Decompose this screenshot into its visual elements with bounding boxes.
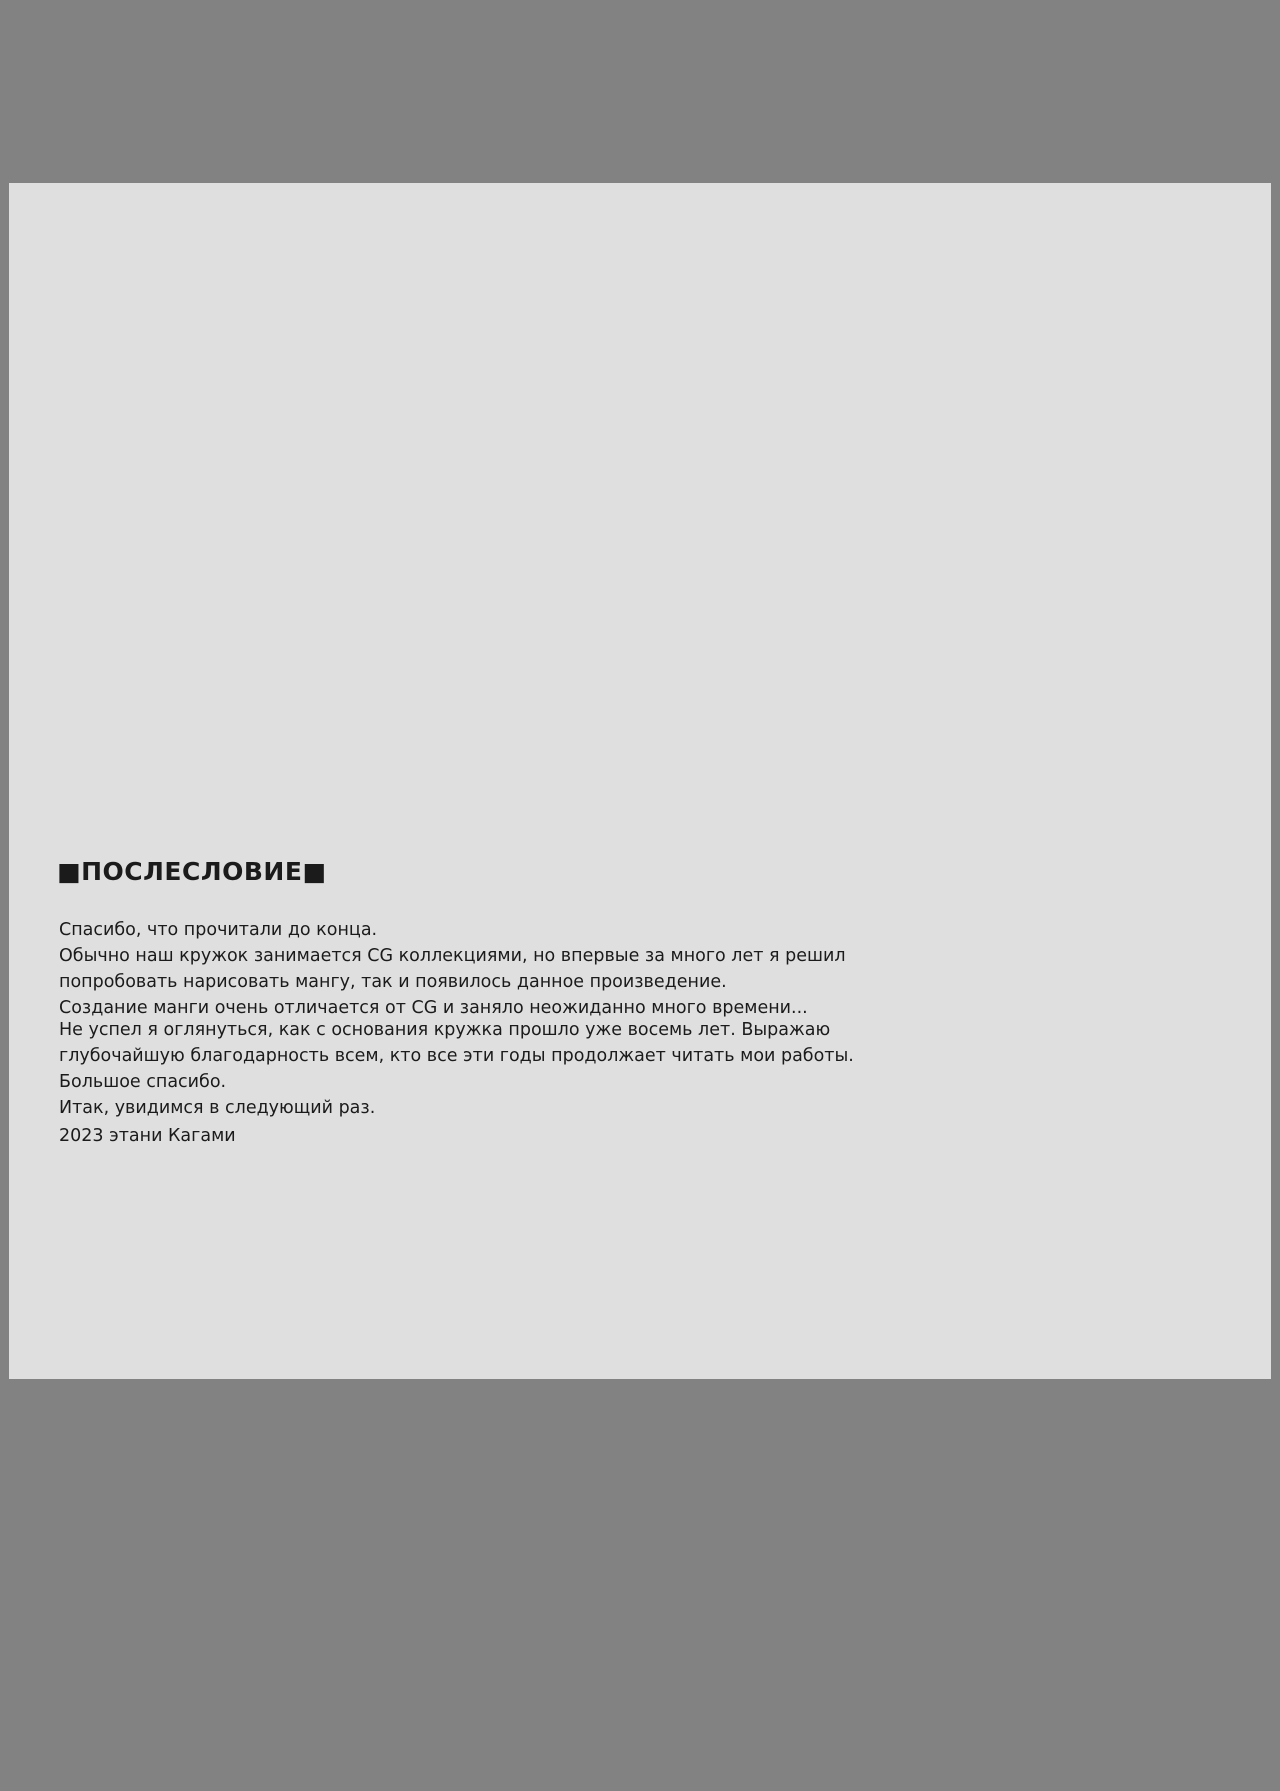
afterword-line: глубочайшую благодарность всем, кто все эти годы продолжает читать мои работы. — [59, 1046, 854, 1066]
afterword-line: Большое спасибо. — [59, 1072, 227, 1092]
bottom-margin-band — [0, 1379, 1280, 1791]
afterword-line: Создание манги очень отличается от CG и заняло неожиданно много времени... — [59, 998, 808, 1018]
afterword-line: Спасибо, что прочитали до конца. — [59, 920, 378, 940]
afterword-paragraph-1 — [59, 917, 879, 1021]
afterword-line: Не успел я оглянуться, как с основания кружка прошло уже восемь лет. Выражаю — [59, 1020, 831, 1040]
afterword-paragraph-2 — [59, 1017, 879, 1121]
top-margin-band — [0, 0, 1280, 183]
page-title: ■ПОСЛЕСЛОВИЕ■ — [57, 857, 327, 886]
page-sheet — [9, 183, 1271, 1379]
afterword-line: Итак, увидимся в следующий раз. — [59, 1098, 376, 1118]
afterword-line: попробовать нарисовать мангу, так и появилось данное произведение. — [59, 972, 727, 992]
afterword-line: Обычно наш кружок занимается CG коллекциями, но впервые за много лет я решил — [59, 946, 846, 966]
afterword-signature-block — [59, 1123, 879, 1149]
signature-line: 2023 этани Кагами — [59, 1126, 236, 1146]
